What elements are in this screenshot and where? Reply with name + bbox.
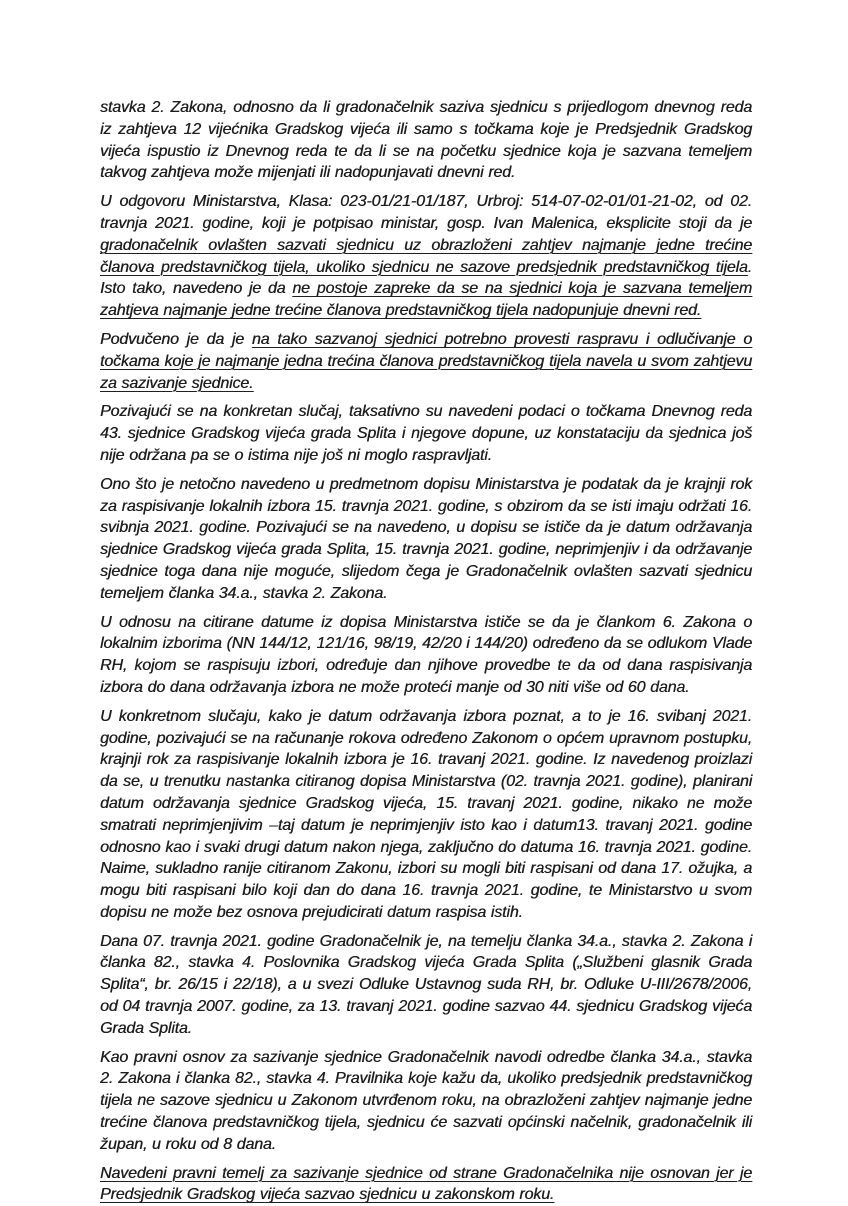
- text-segment: stavka 2. Zakona, odnosno da li gradonačelnik saziva sjednicu s prijedlogom dnevnog reda iz zahtjeva 12 vijećnika Gradskog vijeća ili samo s točkama koje je Predsjednik Gradskog vijeća ispustio iz Dnevnog reda te da li se na početku sjednice koja je sazvana temeljem takvog zahtjeva može mijenjati ili nadopunjavati dnevni red.: [100, 99, 752, 182]
- paragraph: [100, 401, 752, 466]
- underlined-text-segment: Navedeni pravni temelj za sazivanje sjednice od strane Gradonačelnika nije osnovan jer je Predsjednik Gradskog vijeća sazvao sjednicu u zakonskom roku.: [100, 1164, 752, 1204]
- text-segment: U odnosu na citirane datume iz dopisa Ministarstva ističe se da je člankom 6. Zakona o lokalnim izborima (NN 144/12, 121/16, 98/19, 42/20 i 144/20) određeno da se odlukom Vlade RH, kojom se raspisuju izbori, određuje dan njihove provedbe te da od dana raspisivanja izbora do dana održavanja izbora ne može proteći manje od 30 niti više od 60 dana.: [100, 613, 752, 696]
- paragraph: [100, 612, 752, 699]
- underlined-text-segment: gradonačelnik ovlašten sazvati sjednicu uz obrazloženi zahtjev najmanje jedne trećine članova predstavničkog tijela, ukoliko sjednicu ne sazove predsjednik predstavničkog tijela: [100, 236, 752, 276]
- text-segment: . Isto tako, navedeno je da: [100, 258, 752, 298]
- text-segment: U konkretnom slučaju, kako je datum održavanja izbora poznat, a to je 16. svibanj 2021. godine, pozivajući se na računanje rokova određeno Zakonom o općem upravnom postupku, krajnji rok za raspisivanje lokalnih izbora je 16. travanj 2021. godine. Iz navedenog proizlazi da se, u trenutku nastanka citiranog dopisa Ministarstva (02. travnja 2021. godine), planirani datum održavanja sjednice Gradskog vijeća, 15. travanj 2021. godine, nikako ne može smatrati neprimjenjivim –taj datum je neprimjenjiv isto kao i datum13. travanj 2021. godine odnosno kao i svaki drugi datum nakon njega, zaključno do datuma 16. travnja 2021. godine. Naime, sukladno ranije citiranom Zakonu, izbori su mogli biti raspisani od dana 17. ožujka, a mogu biti raspisani bilo koji dan do dana 16. travnja 2021. godine, te Ministarstvo u svom dopisu ne može bez osnova prejudicirati datum raspisa istih.: [100, 707, 752, 921]
- paragraph: [100, 97, 752, 184]
- text-segment: U odgovoru Ministarstva, Klasa: 023-01/21-01/187, Urbroj: 514-07-02-01/01-21-02, od 02. travnja 2021. godine, koji je potpisao ministar, gosp. Ivan Malenica, eksplicite stoji da je: [100, 193, 752, 232]
- text-segment: Kao pravni osnov za sazivanje sjednice Gradonačelnik navodi odredbe članka 34.a., stavka 2. Zakona i članka 82., stavka 4. Pravilnika koje kažu da, ukoliko predsjednik predstavničkog tijela ne sazove sjednicu u Zakonom utvrđenom roku, na obrazloženi zahtjev najmanje jedne trećine članova predstavničkog tijela, sjednicu će sazvati općinski načelnik, gradonačelnik ili župan, u roku od 8 dana.: [100, 1048, 752, 1153]
- paragraph: [100, 329, 752, 394]
- underlined-text-segment: na tako sazvanoj sjednici potrebno provesti raspravu i odlučivanje o točkama koje je najmanje jedna trećina članova predstavničkog tijela navela u svom zahtjevu za sazivanje sjednice.: [100, 330, 752, 392]
- paragraph: [100, 1047, 752, 1156]
- text-segment: Pozivajući se na konkretan slučaj, taksativno su navedeni podaci o točkama Dnevnog reda 43. sjednice Gradskog vijeća grada Splita i njegove dopune, uz konstataciju da sjednica još nije održana pa se o istima nije još ni moglo raspravljati.: [100, 403, 752, 464]
- paragraph: [100, 191, 752, 322]
- text-segment: Ono što je netočno navedeno u predmetnom dopisu Ministarstva je podatak da je krajnji rok za raspisivanje lokalnih izbora 15. travnja 2021. godine, s obzirom da se isti imaju održati 16. svibnja 2021. godine. Pozivajući se na navedeno, u dopisu se ističe da je datum održavanja sjednice Gradskog vijeća grada Splita, 15. travnja 2021. godine, neprimjenjiv i da održavanje sjednice toga dana nije moguće, slijedom čega je Gradonačelnik ovlašten sazvati sjednicu temeljem članka 34.a., stavka 2. Zakona.: [100, 475, 752, 602]
- underlined-text-segment: ne postoje zapreke da se na sjednici koja je sazvana temeljem zahtjeva najmanje jedne trećine članova predstavničkog tijela nadopunjuje dnevni red.: [100, 280, 753, 320]
- paragraph: [100, 474, 752, 605]
- text-segment: Podvučeno je da je: [100, 330, 252, 348]
- paragraph: [100, 706, 752, 924]
- document-page: [100, 97, 752, 1206]
- paragraph: [100, 931, 752, 1040]
- text-segment: Dana 07. travnja 2021. godine Gradonačelnik je, na temelju članka 34.a., stavka 2. Zakona i članka 82., stavka 4. Poslovnika Gradskog vijeća Grada Splita („Službeni glasnik Grada Splita“, br. 26/15 i 22/18), a u svezi Odluke Ustavnog suda RH, br. Odluke U-III/2678/2006, od 04 travnja 2007. godine, za 13. travanj 2021. godine sazvao 44. sjednicu Gradskog vijeća Grada Splita.: [100, 932, 752, 1037]
- paragraph: [100, 1163, 752, 1206]
